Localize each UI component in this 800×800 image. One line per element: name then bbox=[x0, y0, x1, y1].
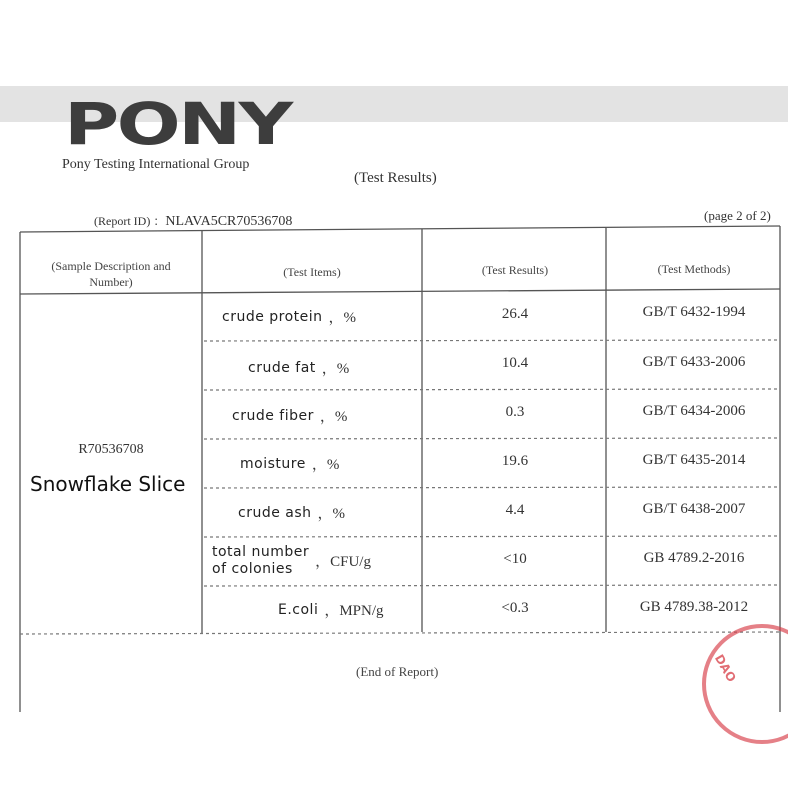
table-row-method: GB 4789.38-2012 bbox=[639, 599, 749, 615]
company-name: Pony Testing International Group bbox=[62, 157, 250, 172]
table-row-method: GB/T 6434-2006 bbox=[642, 403, 746, 419]
table-row-item: E.coli ，MPN/g bbox=[278, 601, 384, 619]
report-id-label: (Report ID) ： bbox=[94, 214, 166, 228]
table-row-method: GB/T 6438-2007 bbox=[642, 501, 746, 517]
table-row-method: GB 4789.2-2016 bbox=[643, 550, 745, 566]
product-name-label: Snowflake Slice bbox=[30, 472, 186, 496]
report-id-value: NLAVA5CR70536708 bbox=[165, 214, 293, 229]
pony-logo: PONY bbox=[64, 90, 291, 158]
table-row-item: crude protein ，% bbox=[222, 308, 357, 326]
sample-number: R70536708 bbox=[78, 442, 144, 457]
end-of-report: (End of Report) bbox=[356, 664, 439, 679]
table-row-item: crude fiber ，% bbox=[232, 407, 348, 425]
header-test-items: (Test Items) bbox=[283, 265, 341, 279]
page-info: (page 2 of 2) bbox=[704, 208, 771, 223]
table-row-item: moisture ，% bbox=[240, 455, 340, 473]
table-row-method: GB/T 6435-2014 bbox=[642, 452, 746, 468]
table-row-method: GB/T 6432-1994 bbox=[642, 304, 746, 320]
header-sample-description: (Sample Description and Number) bbox=[51, 259, 171, 289]
page-right-margin bbox=[788, 0, 800, 800]
table-row-result: <10 bbox=[503, 551, 527, 567]
table-row-item: crude fat ，% bbox=[248, 359, 350, 377]
table-row-result: 4.4 bbox=[505, 502, 525, 518]
table-row-result: 26.4 bbox=[501, 306, 529, 322]
stamp-text: DAO bbox=[711, 652, 739, 685]
document-title: (Test Results) bbox=[354, 170, 437, 186]
table-row-result: <0.3 bbox=[501, 600, 529, 616]
header-test-methods: (Test Methods) bbox=[657, 262, 731, 276]
table-row-item: crude ash ，% bbox=[238, 504, 346, 522]
table-row-result: 0.3 bbox=[505, 404, 525, 420]
header-test-results: (Test Results) bbox=[481, 263, 549, 277]
table-row-method: GB/T 6433-2006 bbox=[642, 354, 746, 370]
table-row-result: 10.4 bbox=[501, 355, 529, 371]
table-row-item: total number of colonies ，CFU/g bbox=[212, 543, 371, 577]
table-row-result: 19.6 bbox=[501, 453, 529, 469]
